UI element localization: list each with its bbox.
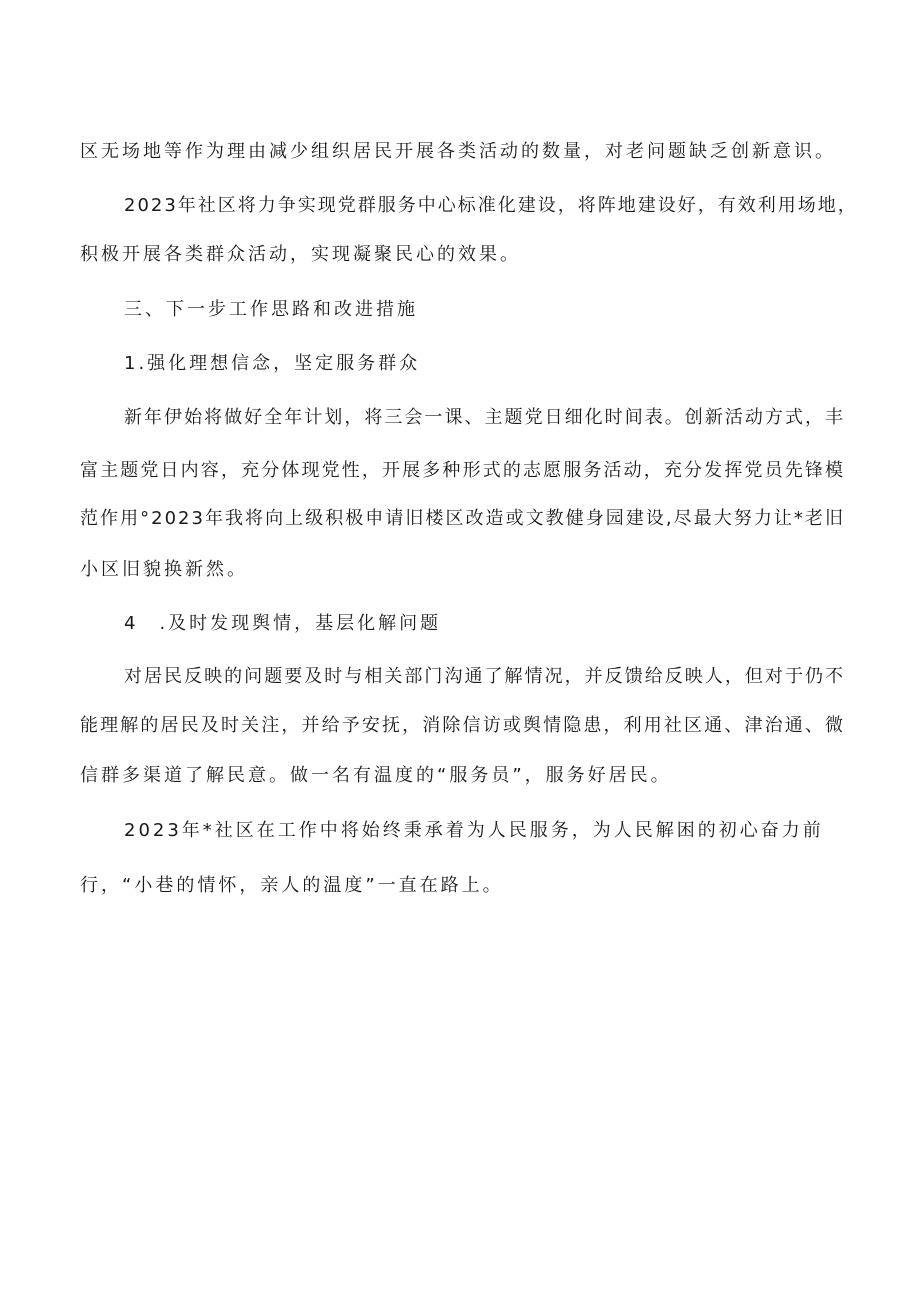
- paragraph-line: 对居民反映的问题要及时与相关部门沟通了解情况，并反馈给反映人，但对于仍不: [124, 666, 845, 687]
- paragraph-line: 范作用°2023年我将向上级积极申请旧楼区改造或文教健身园建设,尽最大努力让*老旧: [80, 508, 845, 529]
- subsection-heading: 1.强化理想信念，坚定服务群众: [124, 353, 421, 374]
- paragraph-line: 行，“小巷的情怀，亲人的温度”一直在路上。: [80, 875, 504, 896]
- paragraph-line: 积极开展各类群众活动，实现凝聚民心的效果。: [80, 244, 521, 265]
- paragraph-line: 2023年社区将力争实现党群服务中心标准化建设，将阵地建设好，有效利用场地，: [124, 195, 858, 216]
- paragraph-line: 能理解的居民及时关注，并给予安抚，消除信访或舆情隐患，利用社区通、津治通、微: [80, 715, 845, 736]
- paragraph-line: 区无场地等作为理由减少组织居民开展各类活动的数量，对老问题缺乏创新意识。: [80, 141, 836, 162]
- paragraph-line: 新年伊始将做好全年计划，将三会一课、主题党日细化时间表。创新活动方式，丰: [124, 407, 845, 428]
- paragraph-line: 富主题党日内容，充分体现党性，开展多种形式的志愿服务活动，充分发挥党员先锋模: [80, 460, 845, 481]
- paragraph-line: 2023年*社区在工作中将始终秉承着为人民服务，为人民解困的初心奋力前: [124, 820, 824, 841]
- paragraph-line: 小区旧貌换新然。: [80, 559, 248, 580]
- section-heading: 三、下一步工作思路和改进措施: [124, 299, 418, 320]
- paragraph-line: 信群多渠道了解民意。做一名有温度的“服务员”，服务好居民。: [80, 765, 672, 786]
- subsection-heading: 4 .及时发现舆情，基层化解问题: [124, 613, 442, 634]
